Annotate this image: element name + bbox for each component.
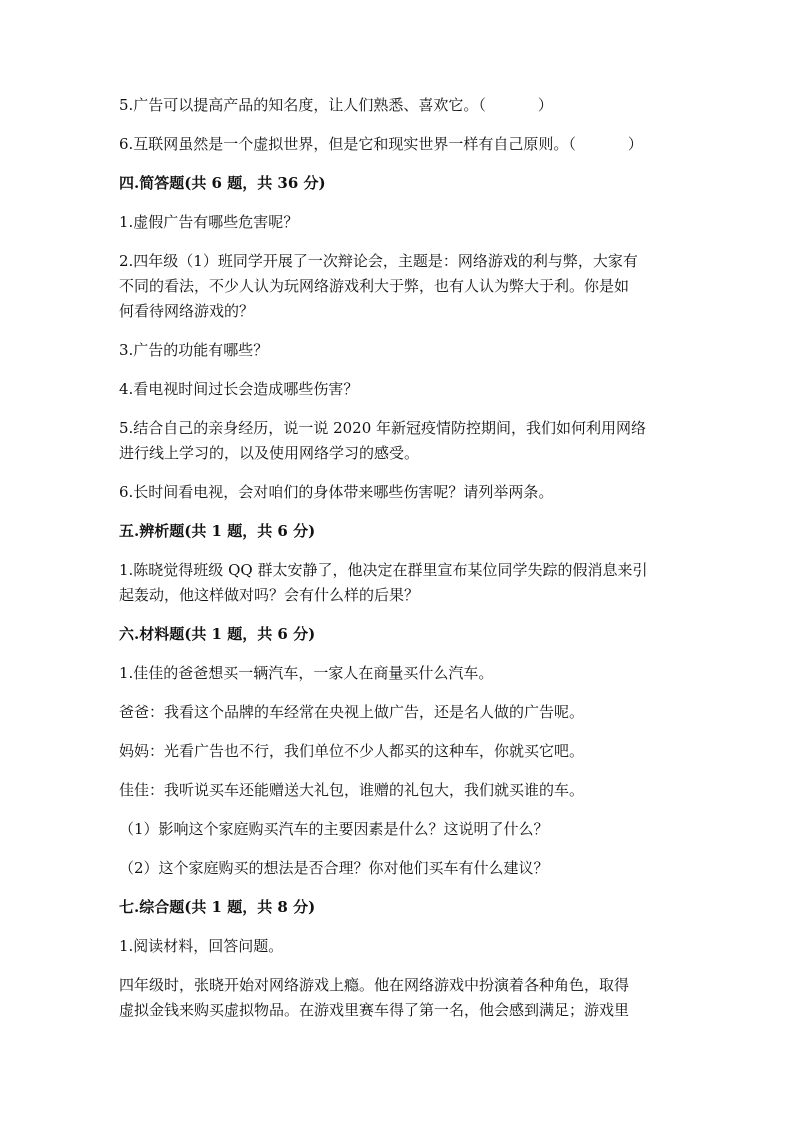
material-question-1: 1.佳佳的爸爸想买一辆汽车，一家人在商量买什么汽车。 xyxy=(119,664,494,682)
question-5-truefalse xyxy=(119,93,679,118)
question-line: 5.结合自己的亲身经历，说一说 2020 年新冠疫情防控期间，我们如何利用网络 xyxy=(119,419,647,437)
short-answer-question-2 xyxy=(119,249,679,324)
section-heading-material: 六.材料题(共 1 题，共 6 分) xyxy=(119,625,316,643)
passage-line: 虚拟金钱来购买虚拟物品。在游戏里赛车得了第一名，他会感到满足；游戏里 xyxy=(119,1001,630,1019)
material-dialogue-mom: 妈妈：光看广告也不行，我们单位不少人都买的这种车，你就买它吧。 xyxy=(119,742,585,760)
question-6-truefalse xyxy=(119,132,679,157)
question-line: 2.四年级（1）班同学开展了一次辩论会，主题是：网络游戏的利与弊，大家有 xyxy=(119,252,638,270)
material-dialogue-dad: 爸爸：我看这个品牌的车经常在央视上做广告，还是名人做的广告呢。 xyxy=(119,703,585,721)
comprehensive-question-1: 1.阅读材料，回答问题。 xyxy=(119,937,284,955)
question-bracket-end: ） xyxy=(537,96,553,114)
short-answer-question-5 xyxy=(119,416,679,466)
short-answer-question-4: 4.看电视时间过长会造成哪些伤害？ xyxy=(119,380,359,398)
question-text: 6.互联网虽然是一个虚拟世界，但是它和现实世界一样有自己原则。（ xyxy=(119,135,576,153)
short-answer-question-1: 1.虚假广告有哪些危害呢？ xyxy=(119,213,299,231)
material-subquestion-1: （1）影响这个家庭购买汽车的主要因素是什么？这说明了什么？ xyxy=(119,820,549,838)
short-answer-question-6: 6.长时间看电视，会对咱们的身体带来哪些伤害呢？请列举两条。 xyxy=(119,483,554,501)
question-bracket-end: ） xyxy=(627,135,643,153)
material-subquestion-2: （2）这个家庭购买的想法是否合理？你对他们买车有什么建议？ xyxy=(119,859,549,877)
question-line: 不同的看法，不少人认为玩网络游戏利大于弊，也有人认为弊大于利。你是如 xyxy=(119,277,630,295)
question-text: 5.广告可以提高产品的知名度，让人们熟悉、喜欢它。（ xyxy=(119,96,486,114)
section-heading-analysis: 五.辨析题(共 1 题，共 6 分) xyxy=(119,522,316,540)
comprehensive-reading-passage xyxy=(119,973,679,1023)
question-line: 进行线上学习的，以及使用网络学习的感受。 xyxy=(119,444,420,462)
analysis-question-1 xyxy=(119,558,679,608)
question-line: 何看待网络游戏的？ xyxy=(119,302,255,320)
section-heading-comprehensive: 七.综合题(共 1 题，共 8 分) xyxy=(119,898,316,916)
material-dialogue-jiajia: 佳佳：我听说买车还能赠送大礼包，谁赠的礼包大，我们就买谁的车。 xyxy=(119,781,585,799)
question-line: 1.陈晓觉得班级 QQ 群太安静了，他决定在群里宣布某位同学失踪的假消息来引 xyxy=(119,561,648,579)
question-line: 起轰动，他这样做对吗？会有什么样的后果？ xyxy=(119,586,420,604)
passage-line: 四年级时，张晓开始对网络游戏上瘾。他在网络游戏中扮演着各种角色，取得 xyxy=(119,976,630,994)
section-heading-short-answer: 四.简答题(共 6 题，共 36 分) xyxy=(119,174,326,192)
short-answer-question-3: 3.广告的功能有哪些？ xyxy=(119,341,269,359)
exam-page xyxy=(119,93,679,1023)
